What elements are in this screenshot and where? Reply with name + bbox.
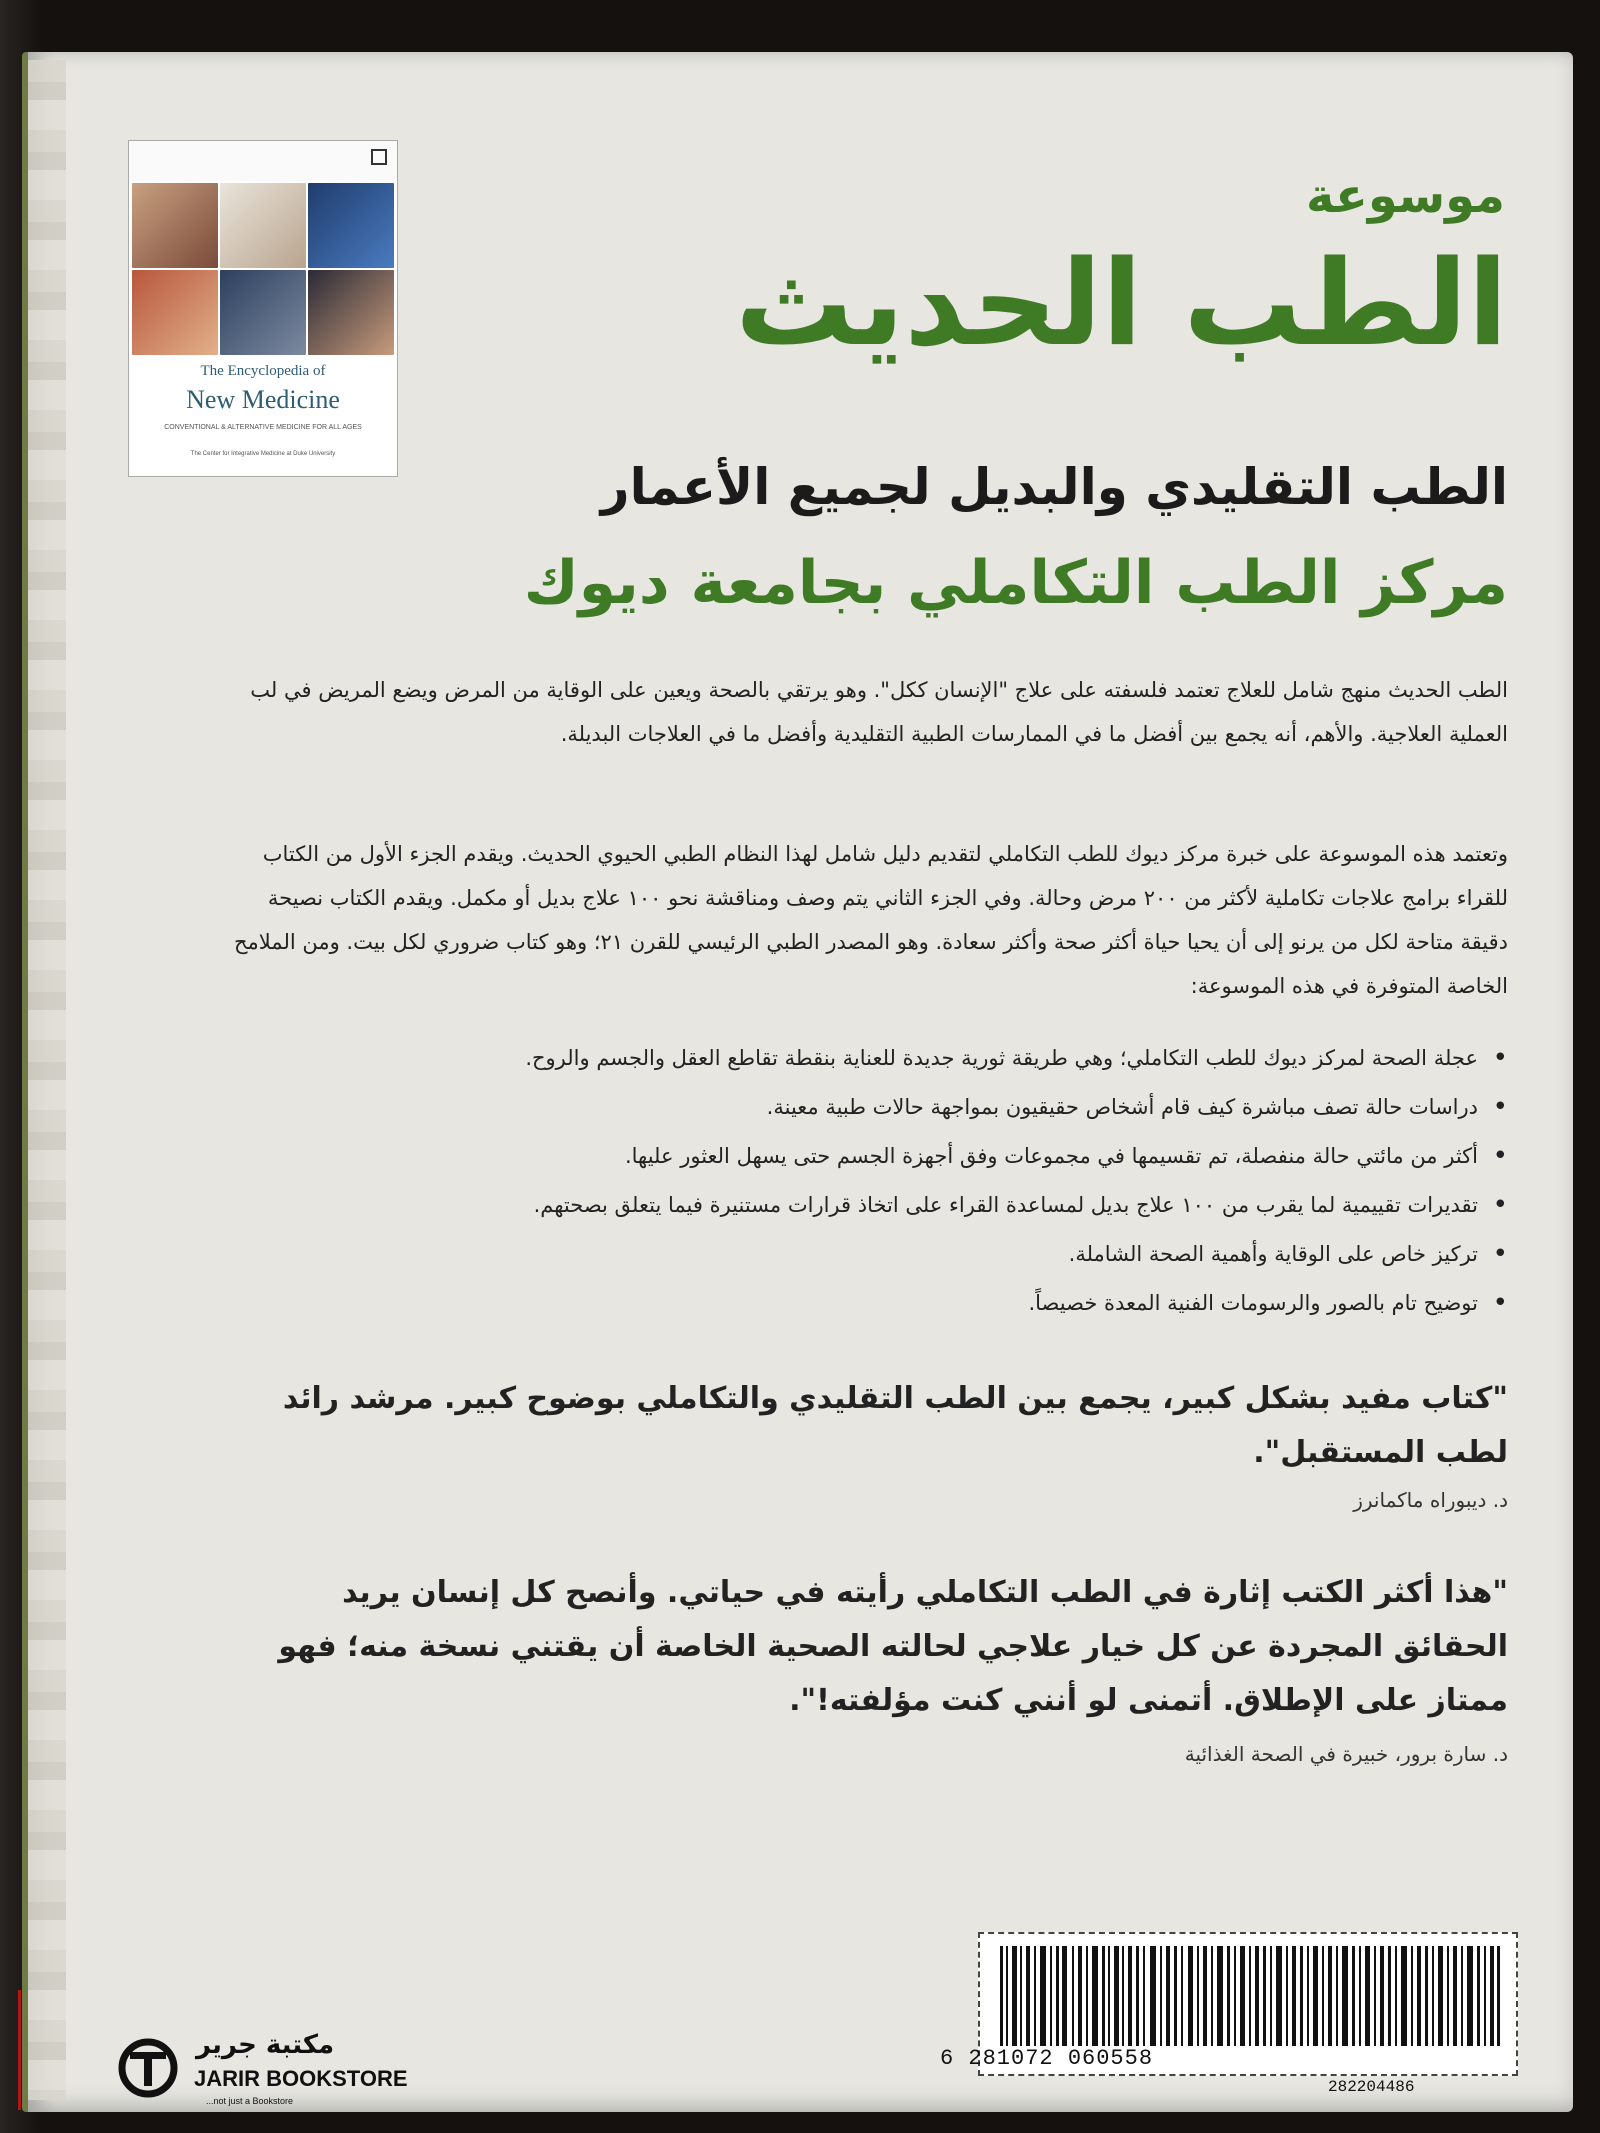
list-item: • دراسات حالة تصف مباشرة كيف قام أشخاص حقيقيون بمواجهة حالات طبية معينة. xyxy=(228,1087,1508,1136)
jarir-logo-icon xyxy=(116,2036,180,2100)
features-list xyxy=(228,1038,1508,1332)
photo-acupuncture xyxy=(132,270,218,355)
description-paragraph-1: الطب الحديث منهج شامل للعلاج تعتمد فلسفته على علاج "الإنسان ككل". وهو يرتقي بالصحة ويعين على الوقاية من المرض ويضع المريض في لب العملية العلاجية. والأهم، أنه يجمع بين أفضل ما في الممارسات الطبية التقليدية وأفضل ما في العلاجات البديلة. xyxy=(250,678,1508,746)
list-item: • أكثر من مائتي حالة منفصلة، تم تقسيمها في مجموعات وفق أجهزة الجسم حتى يسهل العثور عليها. xyxy=(228,1136,1508,1185)
barcode-icon xyxy=(1000,1946,1500,2046)
book-subtitle: الطب التقليدي والبديل لجميع الأعمار xyxy=(600,458,1508,516)
thumbnail-title-line2: New Medicine xyxy=(186,385,340,414)
thumbnail-photo-grid xyxy=(132,183,394,355)
list-item: • تقديرات تقييمية لما يقرب من ١٠٠ علاج بديل لمساعدة القراء على اتخاذ قرارات مستنيرة فيما يتعلق بصحتهم. xyxy=(228,1185,1508,1234)
book-title: الطب الحديث xyxy=(735,234,1508,372)
thumbnail-credit: The Center for Integrative Medicine at Duke University xyxy=(190,451,336,457)
book-institution: مركز الطب التكاملي بجامعة ديوك xyxy=(523,548,1508,618)
bookmark-ribbon xyxy=(18,1990,21,2110)
thumbnail-header xyxy=(129,141,397,181)
worn-spine-edge xyxy=(28,60,66,2100)
review-attribution-2: د. سارة برور، خبيرة في الصحة الغذائية xyxy=(1184,1742,1508,1766)
english-edition-thumbnail xyxy=(128,140,398,477)
photo-massage xyxy=(308,270,394,355)
list-item: • توضيح تام بالصور والرسومات الفنية المعدة خصيصاً. xyxy=(228,1283,1508,1332)
list-item: • تركيز خاص على الوقاية وأهمية الصحة الشاملة. xyxy=(228,1234,1508,1283)
title-encyclopedia: موسوعة xyxy=(1305,168,1505,224)
thumbnail-title-line1: The Encyclopedia of xyxy=(200,363,326,379)
photo-xray xyxy=(308,183,394,268)
list-item: • عجلة الصحة لمركز ديوك للطب التكاملي؛ وهي طريقة ثورية جديدة للعناية بنقطة تقاطع العقل والجسم والروح. xyxy=(228,1038,1508,1087)
photo-bottles xyxy=(220,270,306,355)
review-quote-1: "كتاب مفيد بشكل كبير، يجمع بين الطب التقليدي والتكاملي بوضوح كبير. مرشد رائد لطب المستقبل". xyxy=(282,1381,1508,1470)
publisher-name-arabic: مكتبة جرير xyxy=(196,2030,335,2060)
publisher-logo-icon xyxy=(371,149,387,165)
barcode-number: 6 281072 060558 xyxy=(940,2046,1154,2071)
photo-doctor xyxy=(220,183,306,268)
review-quote-2: "هذا أكثر الكتب إثارة في الطب التكاملي رأيته في حياتي. وأنصح كل إنسان يريد الحقائق المجردة عن كل خيار علاجي لحالته الصحية الخاصة أن يقتني نسخة منه؛ فهو ممتاز على الإطلاق. أتمنى لو أنني كنت مؤلفته!". xyxy=(278,1575,1508,1718)
description-paragraph-2: وتعتمد هذه الموسوعة على خبرة مركز ديوك للطب التكاملي لتقديم دليل شامل لهذا النظام الطبي الحيوي الحديث. ويقدم الجزء الأول من الكتاب للقراء برامج علاجات تكاملية لأكثر من ٢٠٠ مرض وحالة. وفي الجزء الثاني يتم وصف ومناقشة نحو ١٠٠ علاج بديل أو مكمل. ويقدم الكتاب نصيحة دقيقة متاحة لكل من يرنو إلى أن يحيا حياة أكثر صحة وأكثر سعادة. وهو المصدر الطبي الرئيسي للقرن ٢١؛ وهو كتاب ضروري لكل بيت. ومن الملامح الخاصة المتوفرة في هذه الموسوعة: xyxy=(233,842,1508,998)
photo-patient xyxy=(132,183,218,268)
publisher-tagline: ...not just a Bookstore xyxy=(206,2096,294,2106)
thumbnail-subtitle: CONVENTIONAL & ALTERNATIVE MEDICINE FOR ALL AGES xyxy=(164,424,362,431)
publisher-name-english: JARIR BOOKSTORE xyxy=(194,2066,408,2091)
review-attribution-1: د. ديبوراه ماكمانرز xyxy=(1353,1488,1508,1512)
barcode-code: 282204486 xyxy=(1328,2078,1415,2096)
publisher-logo xyxy=(116,2030,446,2120)
